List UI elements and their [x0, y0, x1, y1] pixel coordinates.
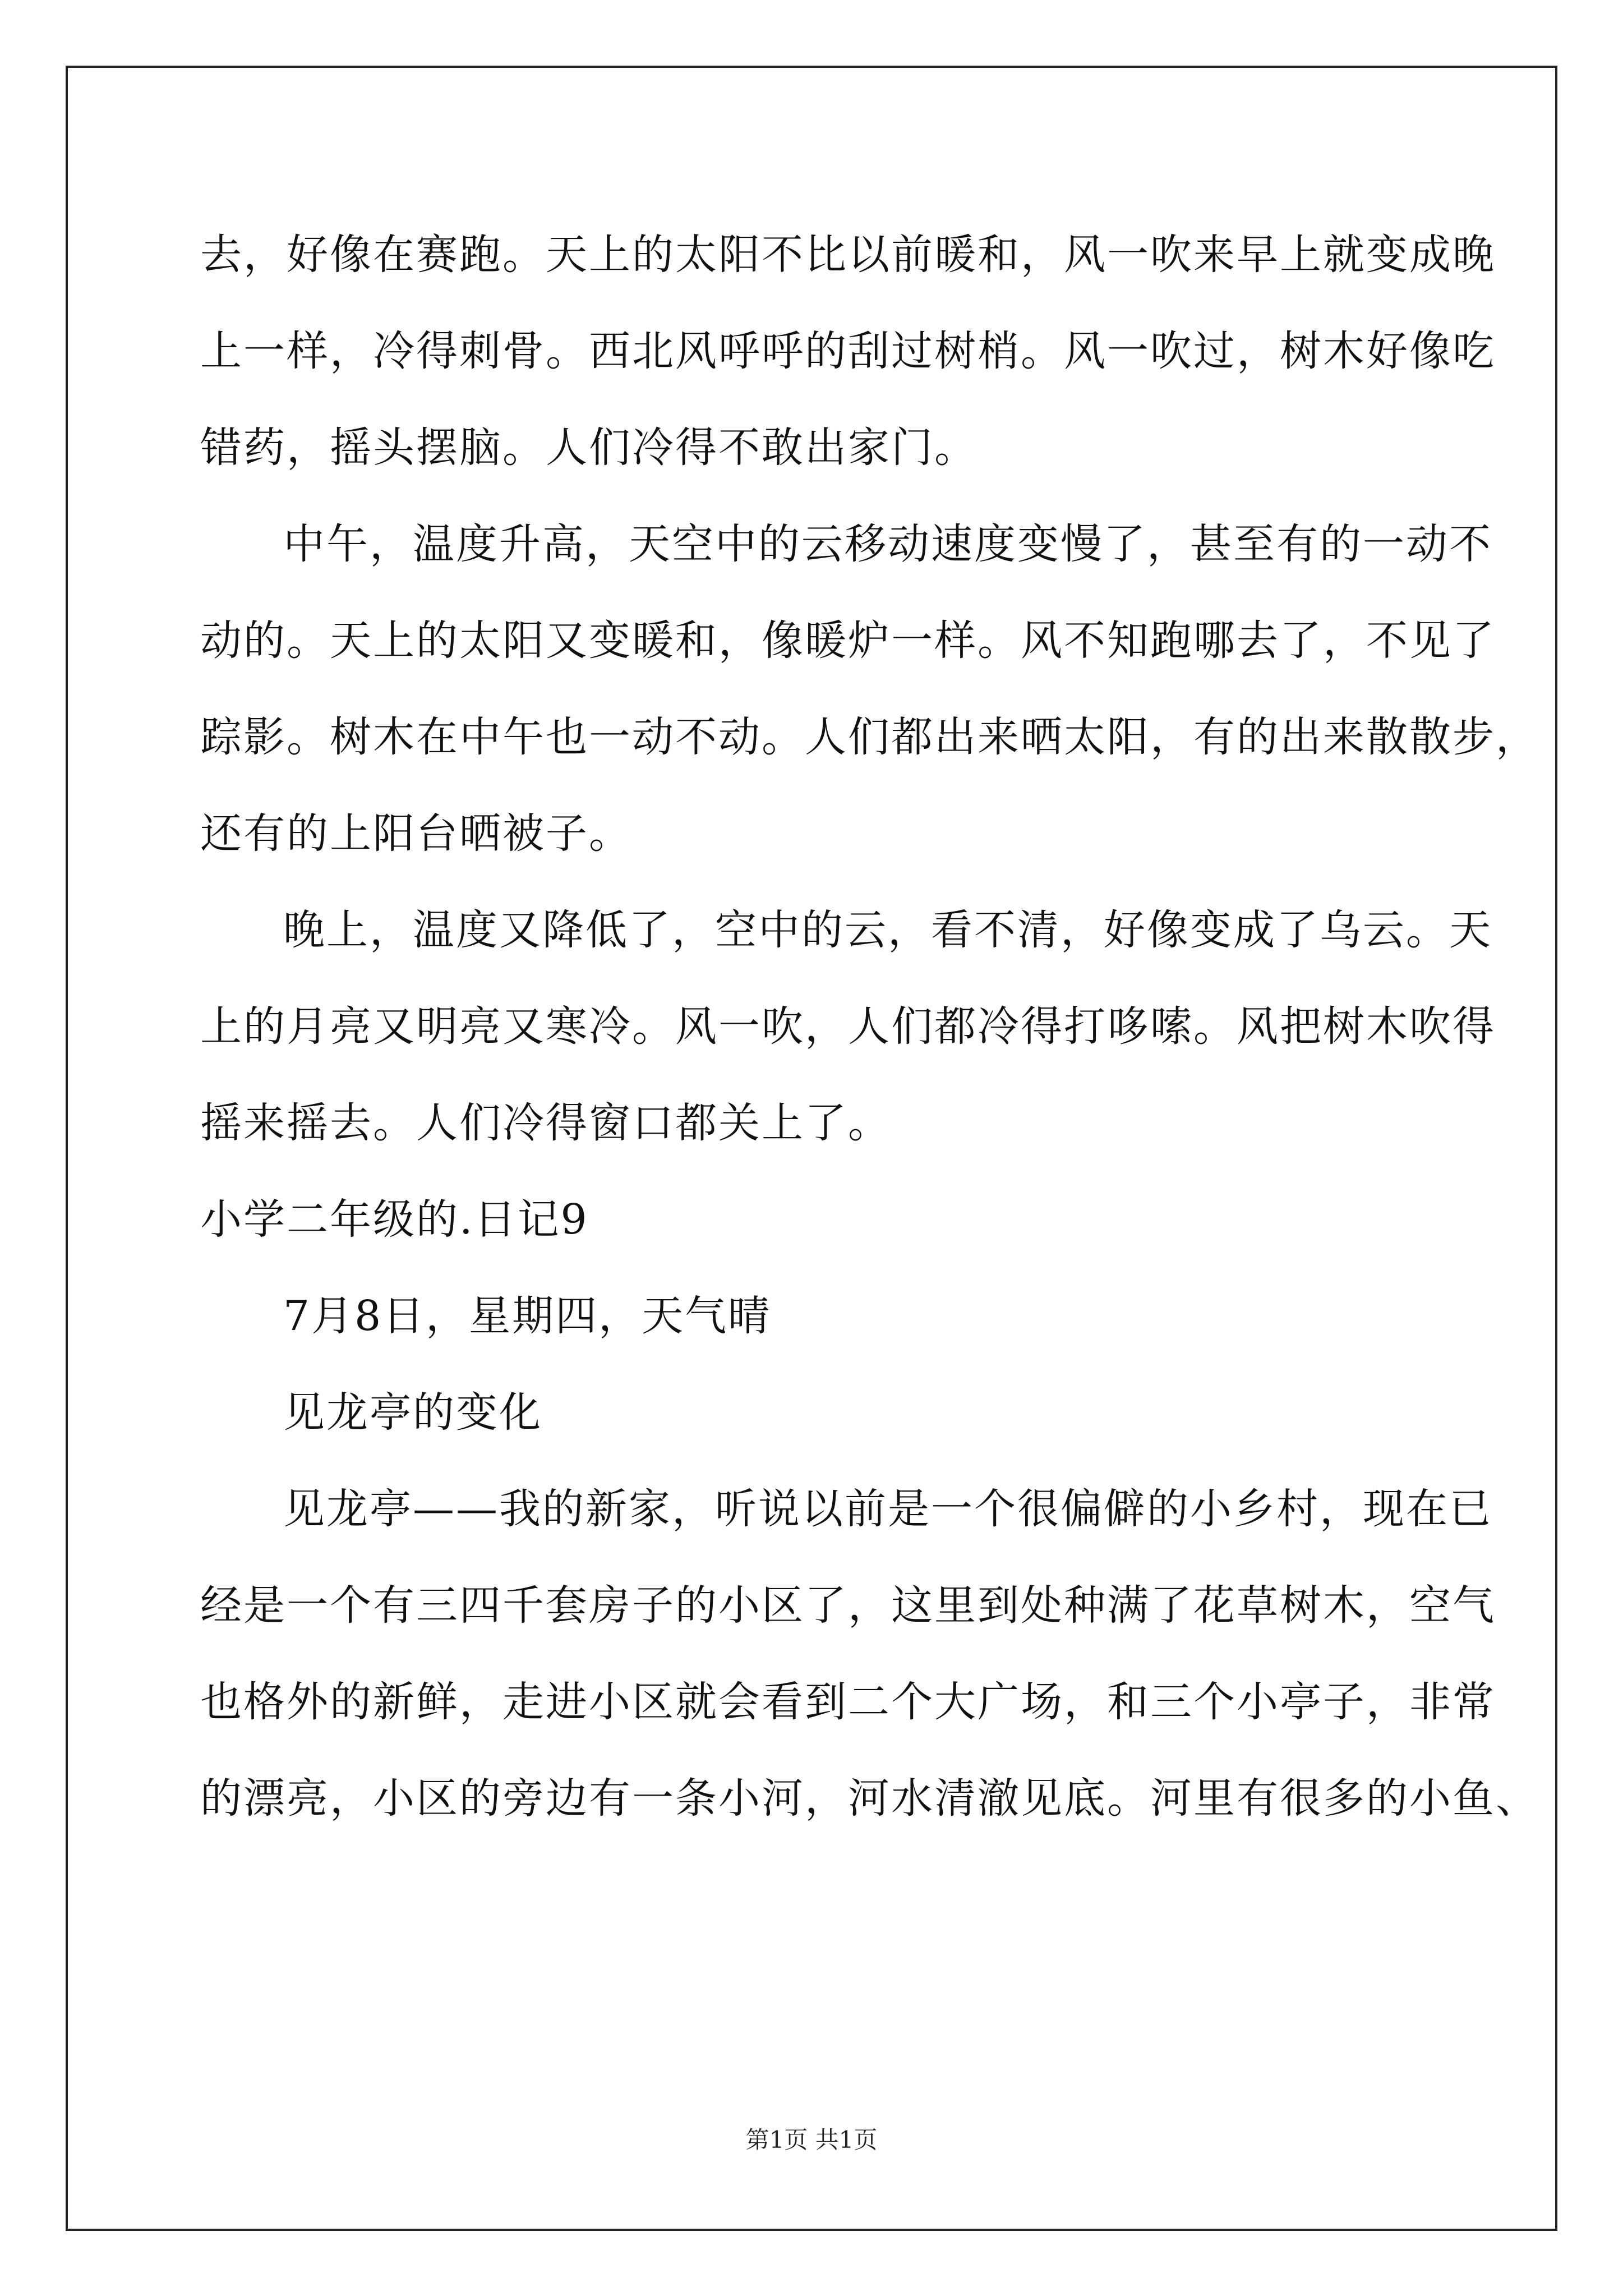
document-body — [200, 224, 1539, 1865]
text-line: 踪影。树木在中午也一动不动。人们都出来晒太阳，有的出来散散步， — [200, 713, 1539, 761]
diary-title: 见龙亭的变化 — [283, 1388, 542, 1437]
text-line: 还有的上阳台晒被子。 — [200, 809, 632, 858]
text-line: 的漂亮，小区的旁边有一条小河，河水清澈见底。河里有很多的小鱼、 — [200, 1774, 1539, 1823]
text-line: 错药，摇头摆脑。人们冷得不敢出家门。 — [200, 424, 978, 472]
text-line: 动的。天上的太阳又变暖和，像暖炉一样。风不知跑哪去了，不见了 — [200, 616, 1496, 665]
paragraph-start-line: 见龙亭——我的新家，听说以前是一个很偏僻的小乡村，现在已 — [283, 1485, 1492, 1533]
text-line: 摇来摇去。人们冷得窗口都关上了。 — [200, 1099, 891, 1147]
paragraph-start-line: 中午，温度升高，天空中的云移动速度变慢了，甚至有的一动不 — [283, 520, 1492, 568]
diary-date-line: 7月8日，星期四，天气晴 — [283, 1292, 772, 1340]
text-line: 经是一个有三四千套房子的小区了，这里到处种满了花草树木，空气 — [200, 1581, 1496, 1630]
text-line: 上一样，冷得刺骨。西北风呼呼的刮过树梢。风一吹过，树木好像吃 — [200, 327, 1496, 375]
section-heading: 小学二年级的.日记9 — [200, 1195, 589, 1244]
page-footer: 第1页 共1页 — [745, 2126, 878, 2154]
text-line: 上的月亮又明亮又寒冷。风一吹，人们都冷得打哆嗦。风把树木吹得 — [200, 1002, 1496, 1051]
text-line: 去，好像在赛跑。天上的太阳不比以前暖和，风一吹来早上就变成晚 — [200, 231, 1496, 279]
paragraph-start-line: 晚上，温度又降低了，空中的云，看不清，好像变成了乌云。天 — [283, 906, 1492, 954]
text-line: 也格外的新鲜，走进小区就会看到二个大广场，和三个小亭子，非常 — [200, 1678, 1496, 1726]
